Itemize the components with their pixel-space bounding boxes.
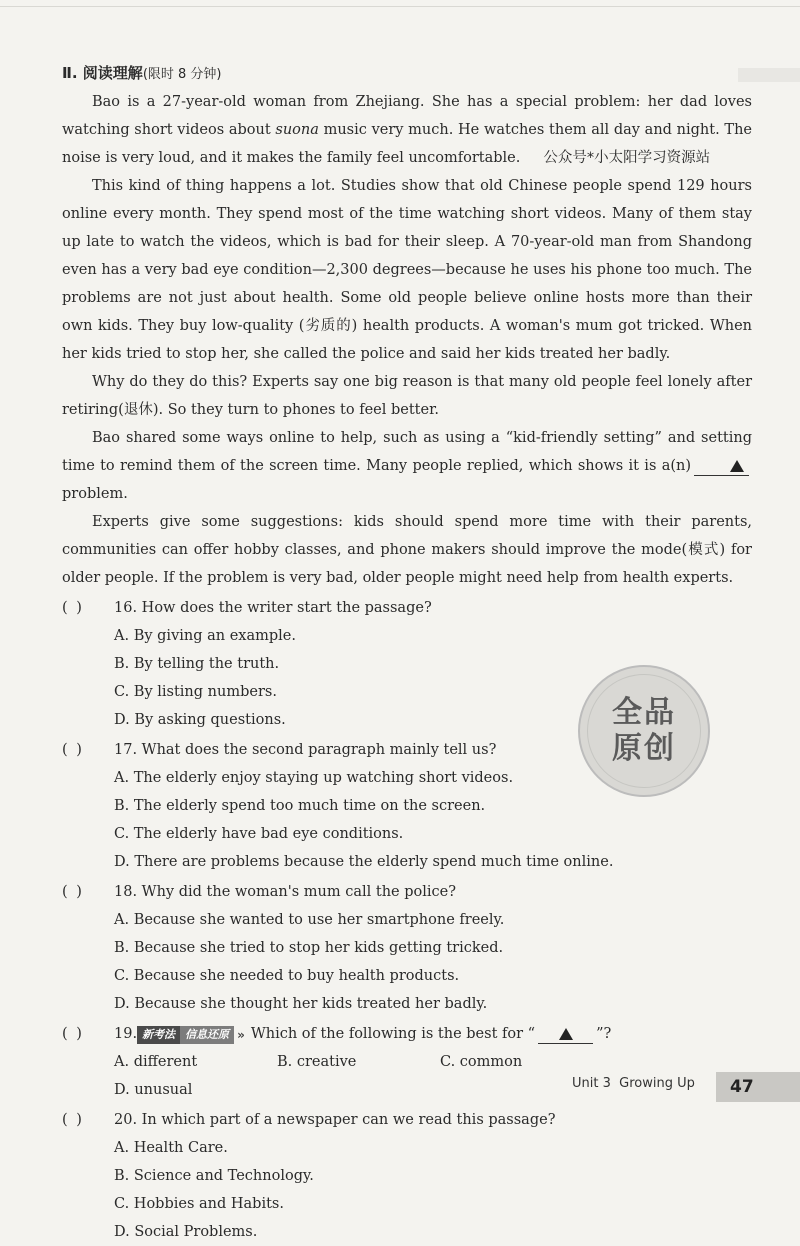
option-d: D. Social Problems.: [114, 1224, 258, 1240]
option-a: A. Because she wanted to use her smartphone freely.: [114, 912, 505, 928]
triangle-icon: [730, 460, 744, 472]
passage-paragraph-5: Experts give some suggestions: kids should spend more time with their parents, communities can offer hobby classes, and phone makers should improve the mode(模式) for older people. If the problem is very bad, older people might need help from health experts.: [62, 514, 752, 586]
tag-info-restore: 信息还原: [180, 1026, 234, 1044]
section-title: [62, 58, 752, 88]
passage-paragraph-3: Why do they do this? Experts say one big reason is that many old people feel lonely after retiring(退休). So they turn to phones to feel better.: [62, 374, 752, 418]
option-d: D. unusual: [114, 1082, 193, 1098]
double-arrow-icon: »: [237, 1028, 245, 1042]
answer-blank-ref: [538, 1025, 593, 1044]
answer-bracket[interactable]: ( ): [62, 1112, 84, 1128]
option-c: C. Because she needed to buy health products.: [114, 968, 460, 984]
stamp-inner-ring: [587, 674, 701, 788]
question-16: [62, 594, 752, 622]
top-rule: [0, 6, 800, 7]
original-content-stamp: [578, 665, 710, 797]
option-b: B. Science and Technology.: [114, 1168, 314, 1184]
option-c: C. By listing numbers.: [114, 684, 277, 700]
passage-paragraph-2: This kind of thing happens a lot. Studies show that old Chinese people spend 129 hours online every month. They spend most of the time watching short videos. Many of them stay up late to watch the videos, which is bad for their sleep. A 70-year-old man from Shandong even has a very bad eye condition—2,300 degrees—because he uses his phone too much. The problems are not just about health. Some old people believe online hosts more than their own kids. They buy low-quality (劣质的) health products. A woman's mum got tricked. When her kids tried to stop her, she called the police and said her kids treated her badly.: [62, 178, 752, 362]
option-c: C. Hobbies and Habits.: [114, 1196, 284, 1212]
option-a: A. The elderly enjoy staying up watching short videos.: [114, 770, 514, 786]
paragraph-1-text: Bao is a 27-year-old woman from Zhejiang. She has a special problem: her dad loves watching short videos about suona music very much. He watches them all day and night. The noise is very loud, and it makes the family feel uncomfortable.: [62, 94, 752, 166]
stamp-line-2: 原创: [612, 731, 676, 766]
question-20-options: [114, 1134, 752, 1246]
passage-paragraph-4: [62, 424, 752, 508]
option-b: B. The elderly spend too much time on the screen.: [114, 798, 486, 814]
option-a: A. Health Care.: [114, 1140, 228, 1156]
option-b: B. creative: [277, 1054, 357, 1070]
option-d: D. There are problems because the elderly spend much time online.: [114, 854, 614, 870]
answer-bracket[interactable]: ( ): [62, 884, 84, 900]
question-type-tag: [137, 1026, 245, 1044]
question-stem: 16. How does the writer start the passage?: [114, 600, 432, 616]
question-stem-end: ”?: [596, 1026, 612, 1042]
question-18: [62, 878, 752, 906]
section-heading: Ⅱ. 阅读理解: [62, 64, 143, 82]
time-limit: (限时 8 分钟): [142, 67, 222, 82]
page-content: [62, 58, 752, 1246]
question-20: [62, 1106, 752, 1134]
option-c: C. common: [440, 1054, 523, 1070]
question-stem: 18. Why did the woman's mum call the police?: [114, 884, 457, 900]
answer-blank[interactable]: [694, 457, 749, 476]
footer-unit: Unit 3: [572, 1076, 611, 1091]
question-19: [62, 1020, 752, 1048]
question-stem: 20. In which part of a newspaper can we read this passage?: [114, 1112, 556, 1128]
answer-bracket[interactable]: ( ): [62, 600, 84, 616]
watermark-text: 公众号*小太阳学习资源站: [543, 150, 711, 166]
option-b: B. By telling the truth.: [114, 656, 280, 672]
option-d: D. By asking questions.: [114, 712, 286, 728]
option-a: A. different: [114, 1054, 198, 1070]
triangle-icon: [559, 1028, 573, 1040]
question-number: 19.: [114, 1026, 138, 1042]
question-stem: 17. What does the second paragraph mainly tell us?: [114, 742, 497, 758]
page-footer: [572, 1076, 695, 1091]
answer-bracket[interactable]: ( ): [62, 1026, 84, 1042]
option-d: D. Because she thought her kids treated her badly.: [114, 996, 488, 1012]
stamp-line-1: 全品: [612, 695, 676, 730]
question-stem: Which of the following is the best for “: [250, 1026, 536, 1042]
option-a: A. By giving an example.: [114, 628, 296, 644]
option-b: B. Because she tried to stop her kids getting tricked.: [114, 940, 504, 956]
answer-bracket[interactable]: ( ): [62, 742, 84, 758]
paragraph-4-end: problem.: [62, 486, 128, 502]
tag-new-method: 新考法: [137, 1026, 180, 1044]
option-c: C. The elderly have bad eye conditions.: [114, 826, 404, 842]
paragraph-4-text: Bao shared some ways online to help, such as using a “kid-friendly setting” and setting time to remind them of the screen time. Many people replied, which shows it is a(n): [62, 430, 752, 474]
footer-title: Growing Up: [619, 1076, 695, 1091]
page-number: 47: [716, 1072, 800, 1102]
passage-paragraph-1: [62, 88, 752, 172]
